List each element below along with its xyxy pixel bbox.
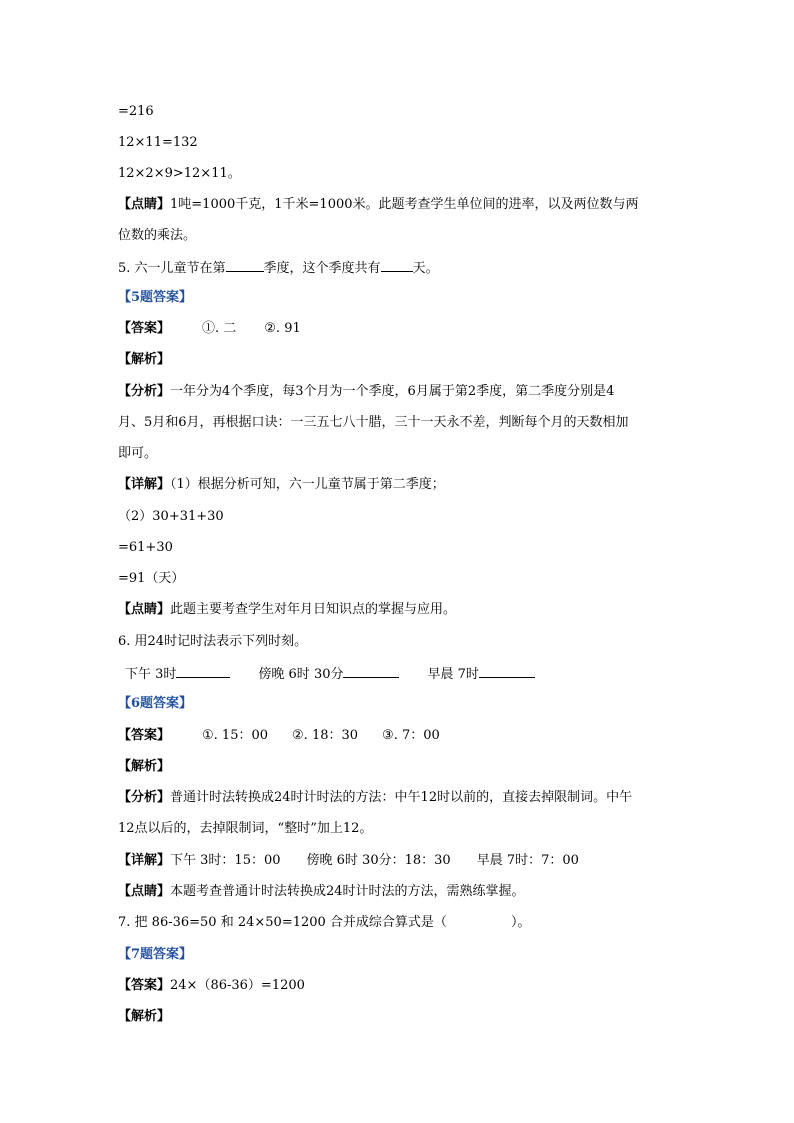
- text-line: [118, 851, 688, 871]
- section-tag: 【答案】: [118, 728, 171, 743]
- equation-line: （2）30+31+30: [118, 509, 224, 524]
- question-text: 5. 六一儿童节在第: [118, 261, 226, 276]
- equation-line: =61+30: [118, 540, 173, 555]
- paragraph-text: 普通计时法转换成24时计时法的方法：中午12时以前的，直接去掉限制词。中午: [170, 790, 633, 805]
- answer-blank: [226, 257, 264, 272]
- section-tag: 【分析】: [118, 384, 171, 399]
- time-label: 傍晚 6时 30分: [258, 667, 344, 682]
- text-line: [118, 475, 688, 495]
- paragraph-text: 一年分为4个季度，每3个月为一个季度，6月属于第2季度，第二季度分别是4: [170, 384, 615, 399]
- answer-value: ②. 91: [264, 321, 301, 336]
- text-line: [118, 226, 688, 246]
- section-tag: 【点睛】: [118, 197, 171, 212]
- paragraph-text: 傍晚 6时 30分：18：30: [306, 853, 451, 868]
- text-line: [118, 288, 688, 308]
- paragraph-text: 即可。: [118, 446, 158, 461]
- paragraph-text: 本题考查普通计时法转换成24时计时法的方法，需熟练掌握。: [170, 884, 525, 899]
- section-tag: 【详解】: [118, 477, 171, 492]
- text-line: [118, 569, 688, 589]
- paragraph-text: 早晨 7时：7：00: [476, 853, 579, 868]
- text-line: [118, 507, 688, 527]
- section-tag: 【详解】: [118, 853, 171, 868]
- text-line: [118, 945, 688, 965]
- text-line: [118, 102, 688, 122]
- section-tag: 【解析】: [118, 1009, 171, 1024]
- text-line: [118, 757, 688, 777]
- paragraph-text: 月、5月和6月，再根据口诀：一三五七八十腊，三十一天永不差，判断每个月的天数相加: [118, 415, 629, 430]
- paragraph-text: 此题主要考查学生对年月日知识点的掌握与应用。: [170, 602, 457, 617]
- text-line: [118, 413, 688, 433]
- question-text: 6. 用24时记时法表示下列时刻。: [118, 634, 308, 649]
- text-line: [118, 382, 688, 402]
- text-line: [118, 694, 688, 714]
- text-line: [118, 819, 688, 839]
- equation-line: 12×2×9>12×11。: [118, 166, 241, 181]
- text-line: [118, 726, 688, 746]
- answer-value: ①. 二: [202, 321, 237, 336]
- text-line: [118, 538, 688, 558]
- time-label: 下午 3时: [125, 667, 177, 682]
- text-line: [118, 600, 688, 620]
- text-line: [118, 195, 688, 215]
- question-6: [118, 632, 688, 652]
- answer-blank: [343, 663, 399, 678]
- section-tag: 【答案】: [118, 978, 171, 993]
- time-blanks-row: [125, 663, 695, 685]
- text-line: [118, 444, 688, 464]
- text-line: [118, 1007, 688, 1027]
- paragraph-text: 下午 3时：15：00: [170, 853, 281, 868]
- paragraph-text: 12点以后的，去掉限制词，“整时”加上12。: [118, 821, 373, 836]
- paragraph-text: 位数的乘法。: [118, 228, 197, 243]
- section-tag: 【答案】: [118, 321, 171, 336]
- answer-blank: [381, 257, 413, 272]
- answer-heading: 【7题答案】: [118, 947, 193, 962]
- question-text: 季度，这个季度共有: [263, 261, 381, 276]
- section-tag: 【点睛】: [118, 602, 171, 617]
- question-5: [118, 257, 688, 279]
- question-text: ）。: [510, 915, 531, 930]
- text-line: [118, 164, 688, 184]
- text-line: [118, 350, 688, 370]
- question-text: 天。: [412, 261, 439, 276]
- question-text: 7. 把 86-36=50 和 24×50=1200 合并成综合算式是（: [118, 915, 447, 930]
- answer-value: ②. 18：30: [292, 728, 359, 743]
- section-tag: 【点睛】: [118, 884, 171, 899]
- paragraph-text: （1）根据分析可知，六一儿童节属于第二季度；: [170, 477, 445, 492]
- section-tag: 【解析】: [118, 759, 171, 774]
- answer-heading: 【6题答案】: [118, 696, 193, 711]
- time-label: 早晨 7时: [427, 667, 479, 682]
- equation-line: =91（天）: [118, 571, 185, 586]
- text-line: [118, 882, 688, 902]
- answer-value: ①. 15：00: [202, 728, 269, 743]
- answer-blank: [479, 663, 535, 678]
- text-line: [118, 319, 688, 339]
- text-line: [118, 133, 688, 153]
- section-tag: 【分析】: [118, 790, 171, 805]
- section-tag: 【解析】: [118, 352, 171, 367]
- equation-line: 12×11=132: [118, 135, 198, 150]
- answer-value: 24×（86-36）=1200: [170, 978, 305, 993]
- equation-line: =216: [118, 104, 154, 119]
- text-line: [118, 788, 688, 808]
- answer-blank: [176, 663, 230, 678]
- text-line: [118, 976, 688, 996]
- answer-heading: 【5题答案】: [118, 290, 193, 305]
- paragraph-text: 1吨=1000千克，1千米=1000米。此题考查学生单位间的进率，以及两位数与两: [170, 197, 639, 212]
- answer-value: ③. 7：00: [382, 728, 440, 743]
- question-7: [118, 913, 688, 933]
